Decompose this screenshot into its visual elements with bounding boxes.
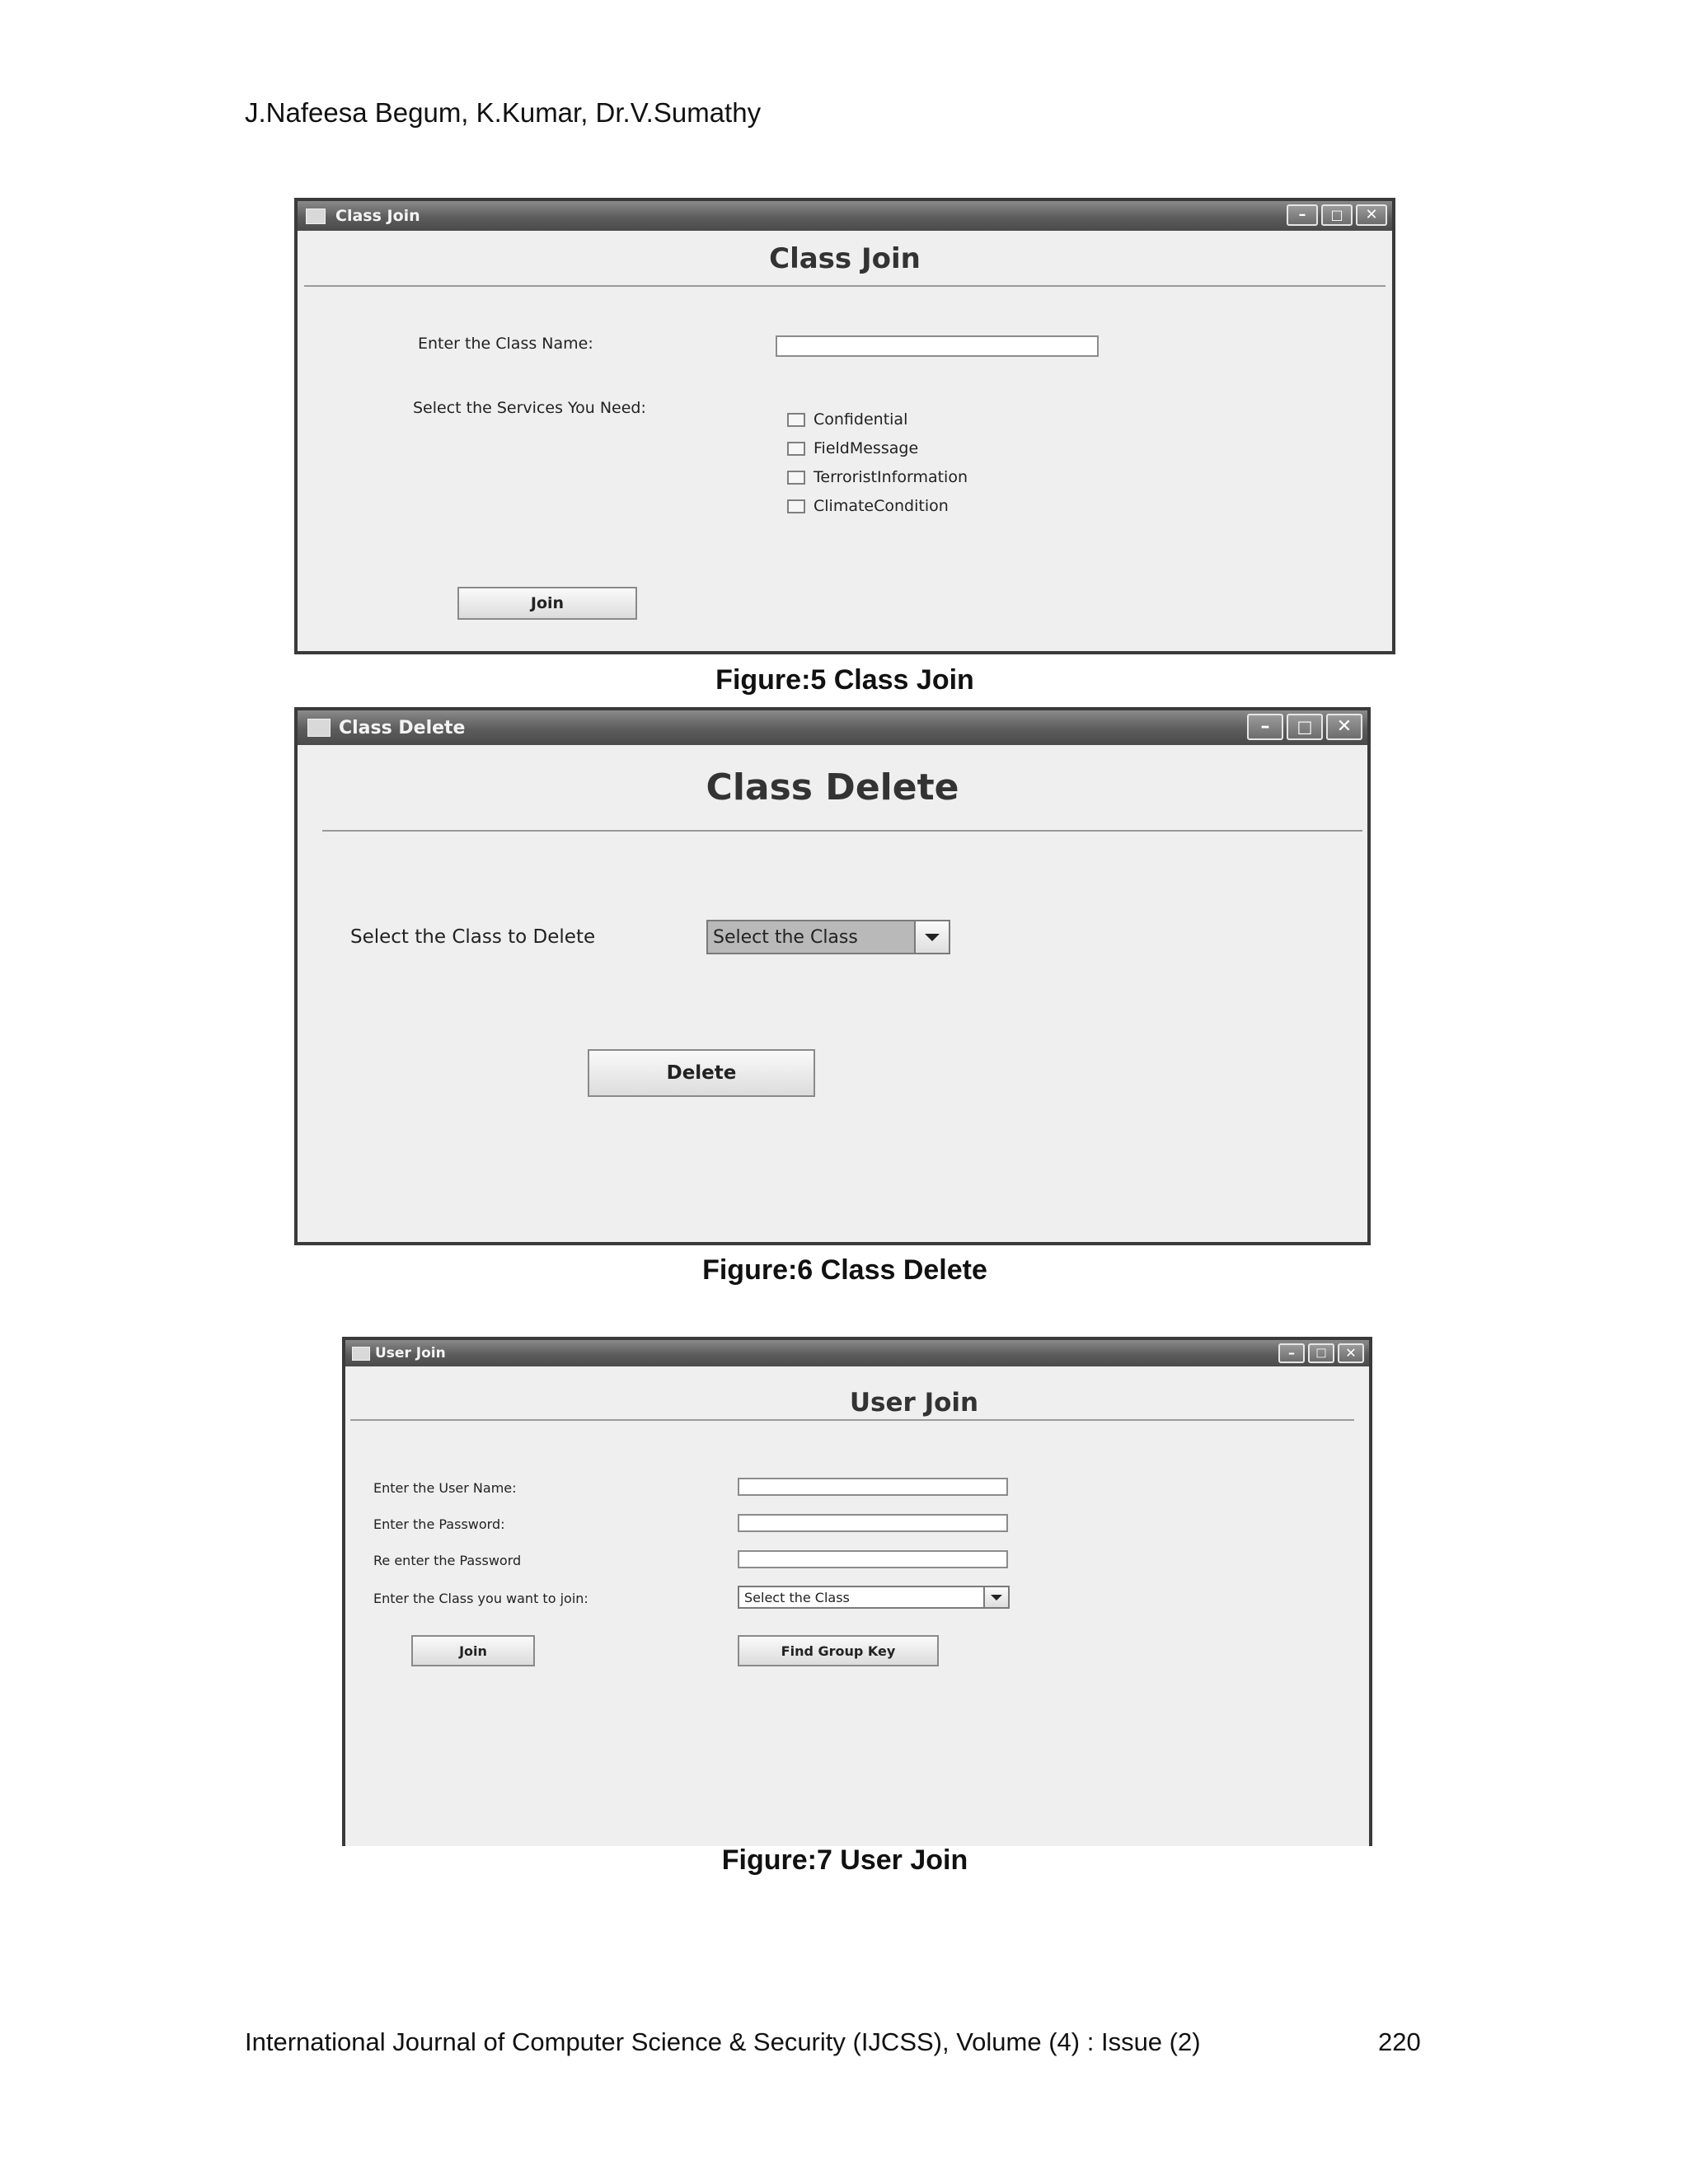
class-name-label: Enter the Class Name: xyxy=(418,335,593,353)
maximize-button[interactable] xyxy=(1287,714,1323,740)
window-title: Class Join xyxy=(335,207,420,225)
join-button[interactable]: Join xyxy=(411,1635,535,1666)
username-input[interactable] xyxy=(738,1478,1008,1496)
java-app-icon xyxy=(306,209,326,224)
java-app-icon xyxy=(307,719,331,737)
service-option-fieldmessage[interactable]: FieldMessage xyxy=(787,439,918,457)
delete-button[interactable]: Delete xyxy=(588,1049,815,1097)
maximize-button[interactable] xyxy=(1308,1343,1334,1363)
class-join-window xyxy=(294,198,1395,654)
class-delete-titlebar[interactable] xyxy=(298,710,1367,745)
minimize-icon: – xyxy=(1288,1345,1295,1361)
class-delete-window xyxy=(294,707,1371,1245)
figure-7-caption: Figure:7 User Join xyxy=(721,1844,968,1876)
password-label: Enter the Password: xyxy=(373,1516,505,1532)
checkbox[interactable] xyxy=(787,442,805,456)
checkbox[interactable] xyxy=(787,413,805,427)
figure-5-caption: Figure:5 Class Join xyxy=(715,664,974,696)
close-icon: ✕ xyxy=(1336,716,1353,737)
class-name-input[interactable] xyxy=(776,335,1099,357)
class-select-value: Select the Class xyxy=(744,1589,850,1605)
chevron-down-icon[interactable] xyxy=(983,1587,1008,1607)
close-icon: ✕ xyxy=(1345,1345,1357,1361)
password-input[interactable] xyxy=(738,1514,1008,1532)
minimize-icon: – xyxy=(1298,206,1306,224)
heading-divider xyxy=(322,830,1362,832)
minimize-icon: – xyxy=(1260,716,1270,737)
page-number: 220 xyxy=(1378,2027,1421,2056)
window-title: Class Delete xyxy=(339,718,466,738)
heading-divider xyxy=(304,285,1386,287)
class-to-join-dropdown[interactable] xyxy=(738,1586,1010,1609)
service-option-terroristinformation[interactable]: TerroristInformation xyxy=(787,468,968,486)
running-footer: International Journal of Computer Science & Security (IJCSS), Volume (4) : Issue (2) xyxy=(245,2027,1201,2056)
reenter-password-input[interactable] xyxy=(738,1550,1008,1568)
maximize-button[interactable] xyxy=(1321,204,1353,226)
java-app-icon xyxy=(352,1347,370,1361)
class-select-value: Select the Class xyxy=(708,921,914,953)
close-button[interactable] xyxy=(1326,714,1362,740)
page-title: User Join xyxy=(849,1388,979,1418)
user-join-window xyxy=(342,1337,1372,1846)
page-title: Class Delete xyxy=(706,766,959,808)
maximize-icon: □ xyxy=(1330,207,1343,223)
close-button[interactable] xyxy=(1338,1343,1364,1363)
class-to-join-label: Enter the Class you want to join: xyxy=(373,1591,588,1606)
select-class-label: Select the Class to Delete xyxy=(350,926,596,948)
close-icon: ✕ xyxy=(1365,206,1378,224)
running-header: J.Nafeesa Begum, K.Kumar, Dr.V.Sumathy xyxy=(245,97,762,128)
username-label: Enter the User Name: xyxy=(373,1480,517,1496)
close-button[interactable] xyxy=(1356,204,1387,226)
maximize-icon: □ xyxy=(1315,1346,1327,1360)
service-option-climatecondition[interactable]: ClimateCondition xyxy=(787,497,949,515)
heading-divider xyxy=(350,1419,1354,1421)
figure-6-caption: Figure:6 Class Delete xyxy=(702,1254,987,1286)
class-join-titlebar[interactable] xyxy=(298,201,1392,231)
service-option-confidential[interactable]: Confidential xyxy=(787,410,907,429)
reenter-password-label: Re enter the Password xyxy=(373,1553,522,1568)
user-join-titlebar[interactable] xyxy=(345,1340,1369,1366)
maximize-icon: □ xyxy=(1296,716,1313,737)
chevron-down-icon[interactable] xyxy=(914,921,949,953)
services-label: Select the Services You Need: xyxy=(413,399,646,417)
page-title: Class Join xyxy=(769,242,921,275)
window-title: User Join xyxy=(375,1345,446,1361)
checkbox[interactable] xyxy=(787,471,805,485)
find-group-key-button[interactable]: Find Group Key xyxy=(738,1635,939,1666)
minimize-button[interactable] xyxy=(1278,1343,1305,1363)
join-button[interactable]: Join xyxy=(457,587,637,620)
class-select-dropdown[interactable] xyxy=(706,920,950,954)
minimize-button[interactable] xyxy=(1287,204,1318,226)
minimize-button[interactable] xyxy=(1247,714,1283,740)
checkbox[interactable] xyxy=(787,499,805,513)
